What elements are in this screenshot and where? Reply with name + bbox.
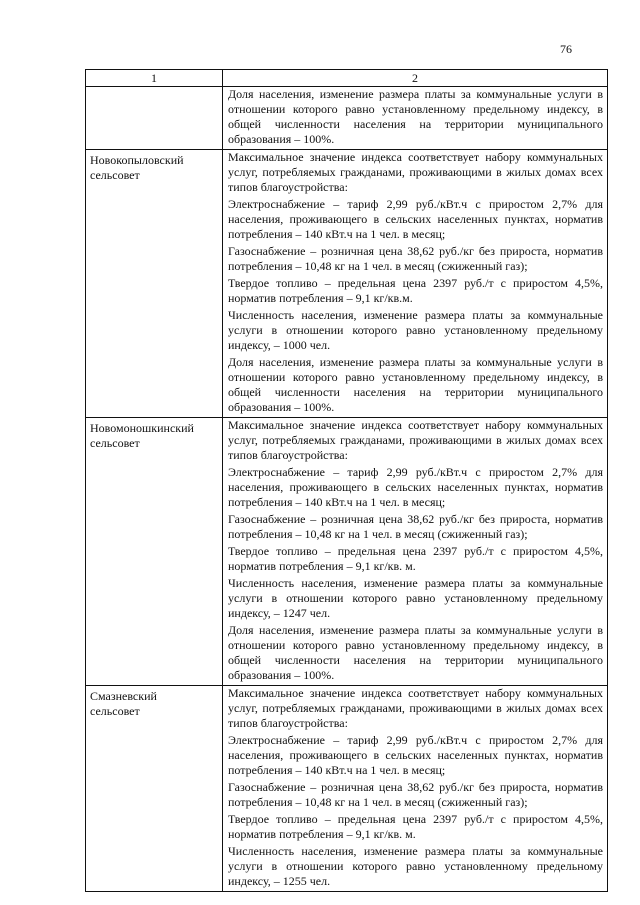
paragraph: Электроснабжение – тариф 2,99 руб./кВт.ч с приростом 2,7% для населения, проживающего в сельских населенных пунктах, норматив потребления – 140 кВт.ч на 1 чел. в месяц; — [228, 197, 603, 241]
description-cell — [223, 150, 608, 418]
table-header-row — [86, 70, 608, 87]
description-cell — [223, 87, 608, 150]
paragraph: Твердое топливо – предельная цена 2397 руб./т с приростом 4,5%, норматив потребления – 9,1 кг/кв. м. — [228, 812, 603, 841]
paragraph: Твердое топливо – предельная цена 2397 руб./т с приростом 4,5%, норматив потребления – 9,1 кг/кв.м. — [228, 276, 603, 305]
region-name-cell — [86, 87, 223, 150]
tariff-table — [85, 69, 608, 892]
paragraph: Доля населения, изменение размера платы за коммунальные услуги в отношении которого равно установленному предельному индексу, в общей численности населения на территории муниципального образования – 100%. — [228, 355, 603, 414]
paragraph: Газоснабжение – розничная цена 38,62 руб./кг без прироста, норматив потребления – 10,48 кг на 1 чел. в месяц (сжиженный газ); — [228, 780, 603, 809]
paragraph: Максимальное значение индекса соответствует набору коммунальных услуг, потребляемых гражданами, проживающими в жилых домах всех типов благоустройства: — [228, 686, 603, 730]
region-name-cell: Новомоношкинский сельсовет — [86, 418, 223, 686]
table-row — [86, 686, 608, 892]
paragraph: Газоснабжение – розничная цена 38,62 руб./кг без прироста, норматив потребления – 10,48 кг на 1 чел. в месяц (сжиженный газ); — [228, 512, 603, 541]
paragraph: Максимальное значение индекса соответствует набору коммунальных услуг, потребляемых гражданами, проживающими в жилых домах всех типов благоустройства: — [228, 150, 603, 194]
region-name-cell: Смазневский сельсовет — [86, 686, 223, 892]
paragraph: Доля населения, изменение размера платы за коммунальные услуги в отношении которого равно установленному предельному индексу, в общей численности населения на территории муниципального образования – 100%. — [228, 623, 603, 682]
description-cell — [223, 418, 608, 686]
column-header-2: 2 — [223, 70, 608, 87]
description-cell — [223, 686, 608, 892]
paragraph: Электроснабжение – тариф 2,99 руб./кВт.ч с приростом 2,7% для населения, проживающего в сельских населенных пунктах, норматив потребления – 140 кВт.ч на 1 чел. в месяц; — [228, 465, 603, 509]
paragraph: Численность населения, изменение размера платы за коммунальные услуги в отношении которого равно установленному предельному индексу, – 1247 чел. — [228, 576, 603, 620]
table-row — [86, 87, 608, 150]
paragraph: Численность населения, изменение размера платы за коммунальные услуги в отношении которого равно установленному предельному индексу, – 1000 чел. — [228, 308, 603, 352]
paragraph: Газоснабжение – розничная цена 38,62 руб./кг без прироста, норматив потребления – 10,48 кг на 1 чел. в месяц (сжиженный газ); — [228, 244, 603, 273]
paragraph: Твердое топливо – предельная цена 2397 руб./т с приростом 4,5%, норматив потребления – 9,1 кг/кв. м. — [228, 544, 603, 573]
page-number: 76 — [560, 42, 572, 56]
paragraph: Электроснабжение – тариф 2,99 руб./кВт.ч с приростом 2,7% для населения, проживающего в сельских населенных пунктах, норматив потребления – 140 кВт.ч на 1 чел. в месяц; — [228, 733, 603, 777]
column-header-1: 1 — [86, 70, 223, 87]
table-row — [86, 418, 608, 686]
paragraph: Численность населения, изменение размера платы за коммунальные услуги в отношении которого равно установленному предельному индексу, – 1255 чел. — [228, 844, 603, 888]
paragraph: Доля населения, изменение размера платы за коммунальные услуги в отношении которого равно установленному предельному индексу, в общей численности населения на территории муниципального образования – 100%. — [228, 87, 603, 146]
table-row — [86, 150, 608, 418]
region-name-cell: Новокопыловский сельсовет — [86, 150, 223, 418]
paragraph: Максимальное значение индекса соответствует набору коммунальных услуг, потребляемых гражданами, проживающими в жилых домах всех типов благоустройства: — [228, 418, 603, 462]
